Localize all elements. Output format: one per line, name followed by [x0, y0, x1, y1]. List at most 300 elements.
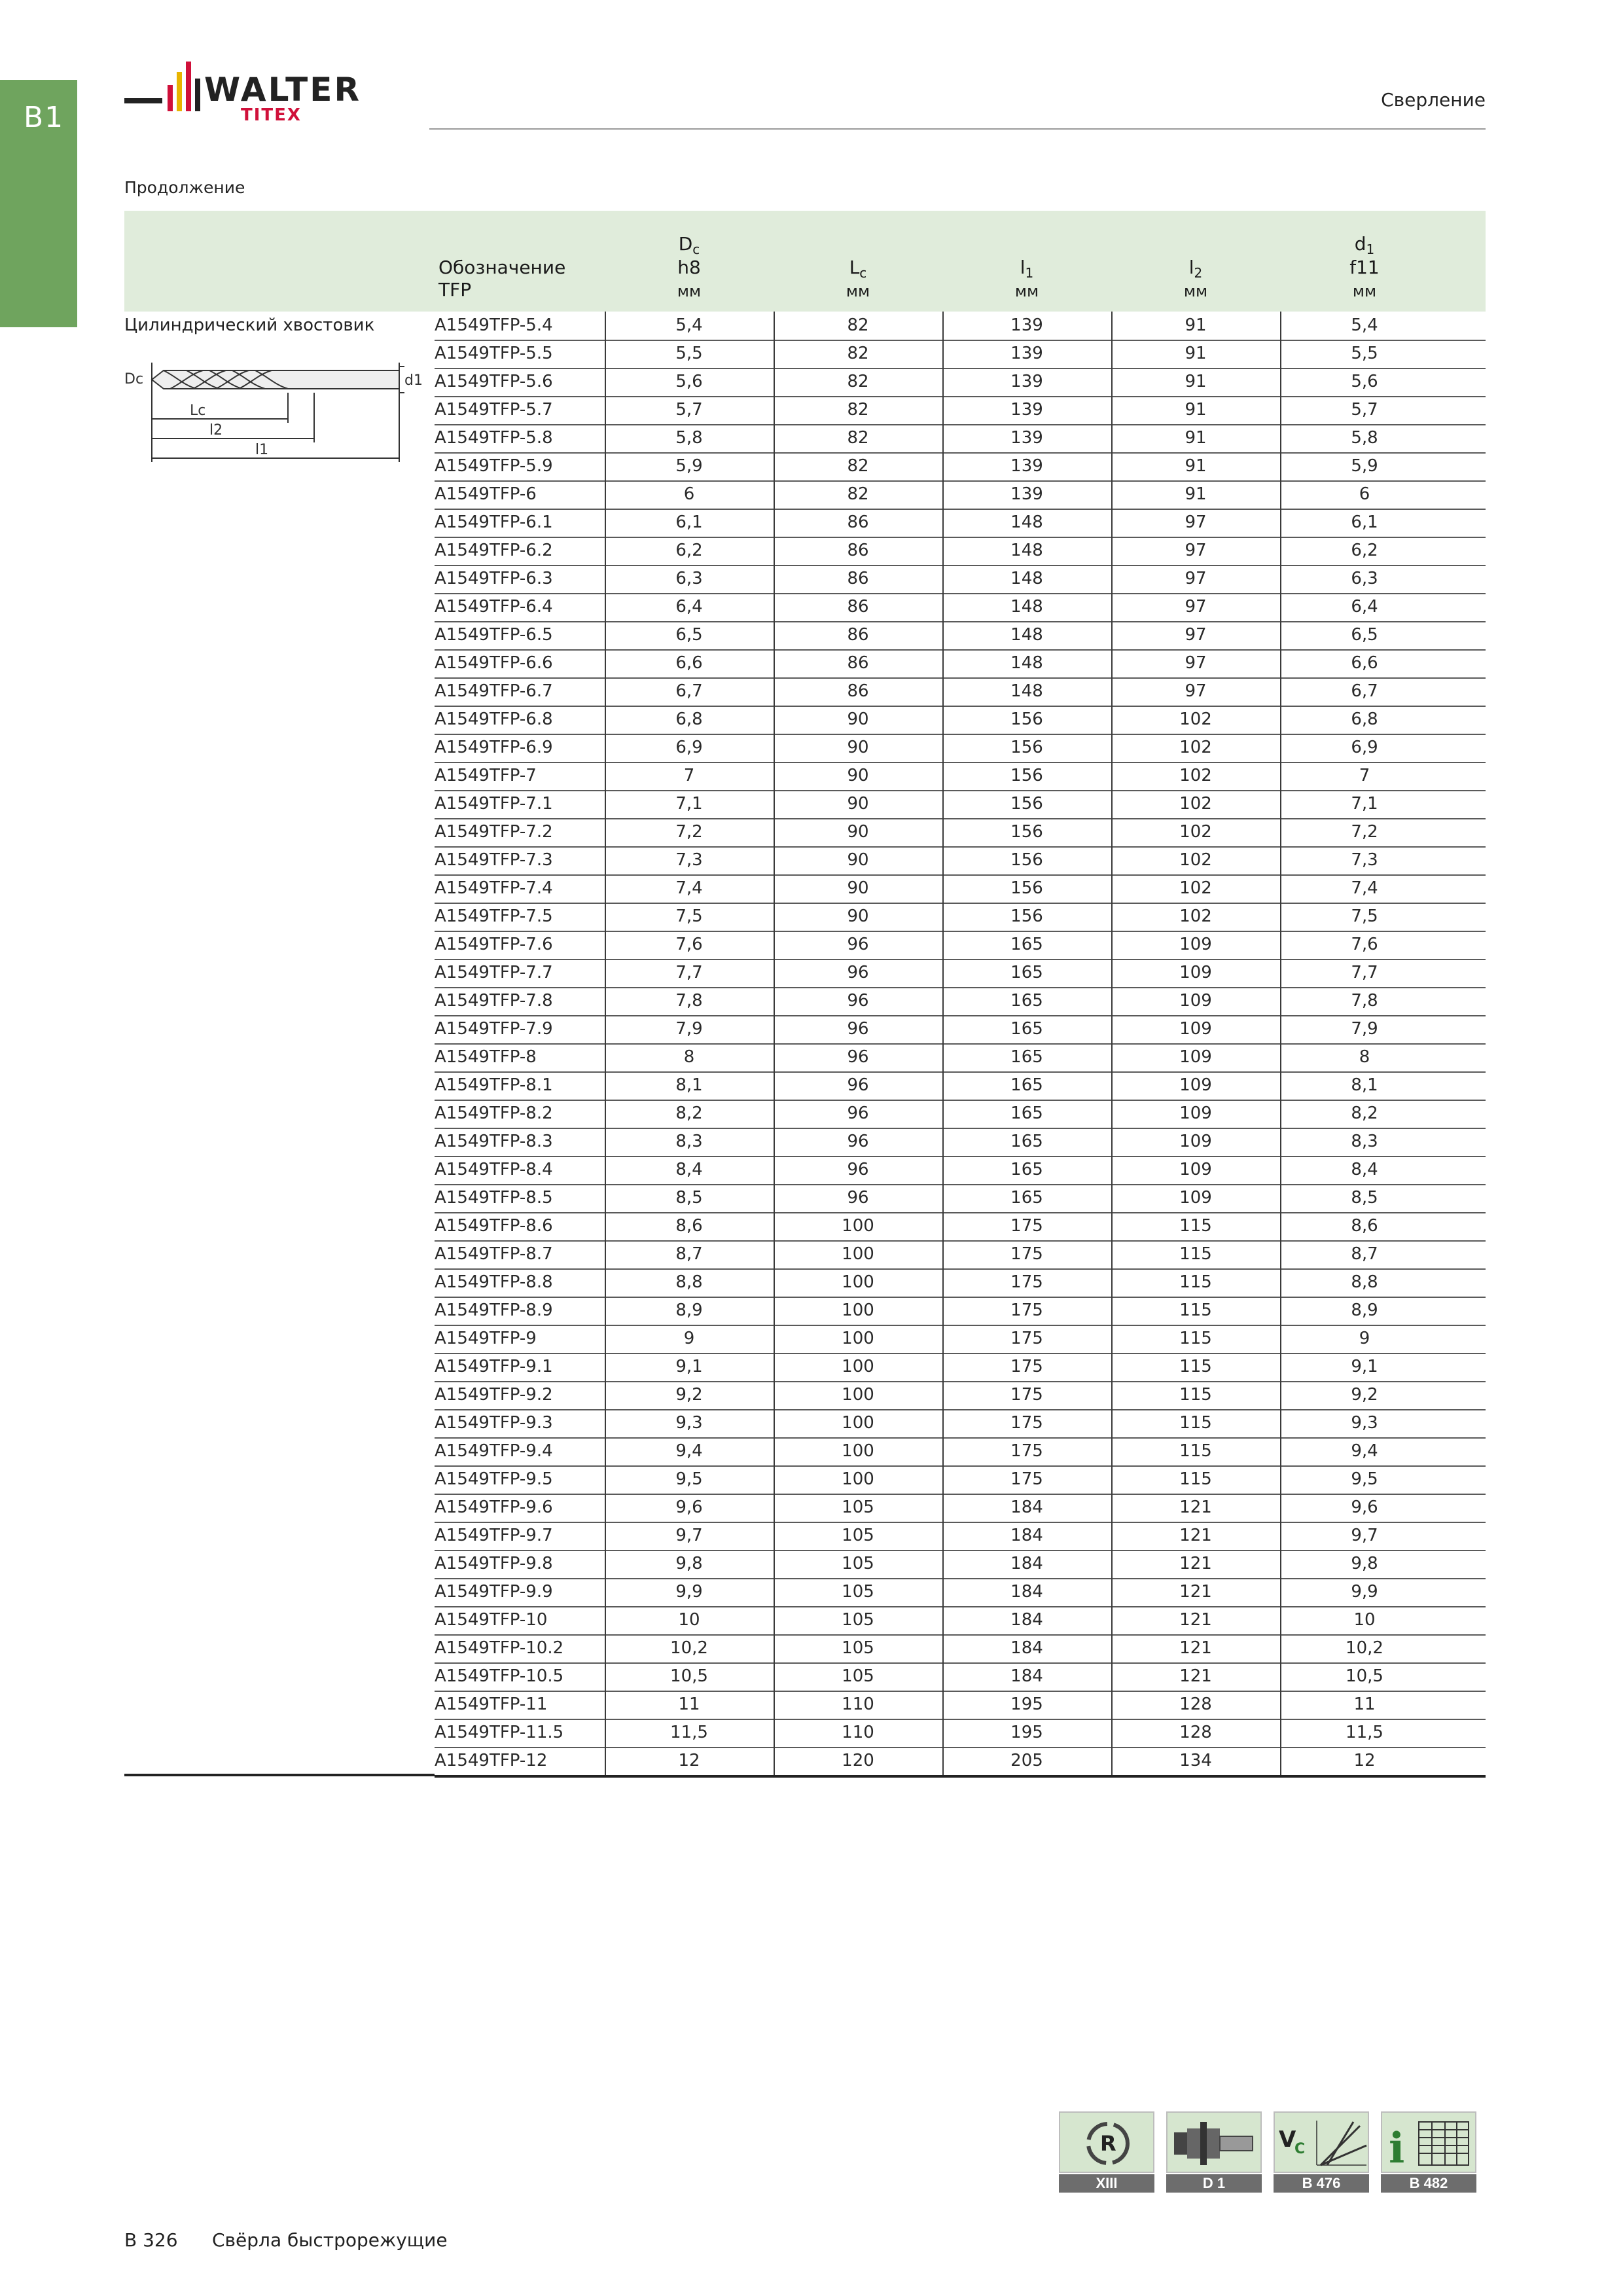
table-row	[435, 734, 1486, 763]
cell-l2: 109	[1179, 1019, 1212, 1039]
section-title: Сверление	[1381, 89, 1486, 111]
shank-type-label: Цилиндрический хвостовик	[124, 315, 375, 335]
cell-l2: 121	[1179, 1610, 1212, 1630]
table-row	[435, 452, 1486, 482]
cell-designation: A1549TFP-5.7	[435, 400, 553, 420]
cell-l2: 109	[1179, 963, 1212, 982]
chapter-tab	[0, 80, 77, 327]
cell-designation: A1549TFP-9.7	[435, 1526, 553, 1545]
cell-dc: 7,6	[675, 935, 703, 954]
cell-d1: 8,8	[1351, 1272, 1378, 1292]
cell-dc: 10,5	[670, 1666, 708, 1686]
cell-designation: A1549TFP-9.5	[435, 1469, 553, 1489]
logo-subword: TITEX	[241, 105, 302, 125]
cell-d1: 5,4	[1351, 315, 1378, 335]
cell-l1: 148	[1010, 653, 1043, 673]
table-row	[435, 677, 1486, 707]
cell-designation: A1549TFP-9.4	[435, 1441, 553, 1461]
cell-l1: 156	[1010, 822, 1043, 842]
cell-d1: 7,4	[1351, 878, 1378, 898]
cell-l1: 148	[1010, 625, 1043, 645]
cell-dc: 5,8	[675, 428, 703, 448]
cell-dc: 9,7	[675, 1526, 703, 1545]
table-row	[435, 1662, 1486, 1692]
cell-lc: 86	[847, 625, 869, 645]
cell-designation: A1549TFP-5.6	[435, 372, 553, 391]
cell-designation: A1549TFP-8	[435, 1047, 537, 1067]
drawing-label-d1: d1	[404, 372, 423, 389]
cell-l1: 184	[1010, 1582, 1043, 1602]
table-row	[435, 312, 1486, 341]
cell-designation: A1549TFP-9.3	[435, 1413, 553, 1433]
cell-dc: 7,7	[675, 963, 703, 982]
chuck-reference-link[interactable]	[1166, 2111, 1262, 2193]
header-d1-tol: f11	[1349, 257, 1380, 278]
cell-lc: 100	[842, 1244, 874, 1264]
cell-designation: A1549TFP-7.6	[435, 935, 553, 954]
cell-dc: 6,1	[675, 512, 703, 532]
cell-l1: 139	[1010, 400, 1043, 420]
cell-lc: 90	[847, 850, 869, 870]
header-l1-unit: мм	[1014, 282, 1039, 300]
table-row	[435, 790, 1486, 819]
cell-lc: 90	[847, 709, 869, 729]
cell-l1: 184	[1010, 1498, 1043, 1517]
cell-l1: 195	[1010, 1695, 1043, 1714]
cell-designation: A1549TFP-7.4	[435, 878, 553, 898]
cell-l1: 156	[1010, 709, 1043, 729]
cell-l1: 175	[1010, 1413, 1043, 1433]
cell-l2: 102	[1179, 794, 1212, 814]
cell-designation: A1549TFP-7.7	[435, 963, 553, 982]
cell-lc: 96	[847, 1019, 869, 1039]
cell-l1: 139	[1010, 484, 1043, 504]
cell-designation: A1549TFP-6.7	[435, 681, 553, 701]
drawing-label-l2: l2	[209, 422, 223, 439]
cell-l1: 165	[1010, 1132, 1043, 1151]
cell-dc: 7,3	[675, 850, 703, 870]
cell-l2: 91	[1185, 456, 1207, 476]
table-row	[435, 1353, 1486, 1382]
table-row	[435, 1128, 1486, 1157]
cell-d1: 11	[1353, 1695, 1376, 1714]
cell-l2: 115	[1179, 1329, 1212, 1348]
cell-l2: 115	[1179, 1441, 1212, 1461]
cell-l2: 121	[1179, 1526, 1212, 1545]
table-row	[435, 480, 1486, 510]
header-lc-sym: L	[849, 257, 860, 278]
cell-lc: 90	[847, 766, 869, 785]
cell-lc: 86	[847, 569, 869, 588]
cell-d1: 5,7	[1351, 400, 1378, 420]
table-row	[435, 987, 1486, 1016]
cell-d1: 7,3	[1351, 850, 1378, 870]
cell-designation: A1549TFP-7.9	[435, 1019, 553, 1039]
cell-d1: 6,3	[1351, 569, 1378, 588]
cell-l1: 139	[1010, 456, 1043, 476]
cell-dc: 6,7	[675, 681, 703, 701]
cell-designation: A1549TFP-8.3	[435, 1132, 553, 1151]
cell-d1: 9,5	[1351, 1469, 1378, 1489]
cell-dc: 8,6	[675, 1216, 703, 1236]
cell-l1: 148	[1010, 541, 1043, 560]
cell-lc: 100	[842, 1300, 874, 1320]
cell-dc: 8,9	[675, 1300, 703, 1320]
header-l2-sub: 2	[1194, 265, 1203, 281]
cell-l2: 102	[1179, 738, 1212, 757]
cell-l2: 109	[1179, 991, 1212, 1011]
cell-lc: 90	[847, 822, 869, 842]
table-row	[435, 1100, 1486, 1129]
cell-lc: 82	[847, 428, 869, 448]
cell-l1: 156	[1010, 766, 1043, 785]
cell-dc: 9,3	[675, 1413, 703, 1433]
cell-l2: 97	[1185, 653, 1207, 673]
cell-d1: 8,5	[1351, 1188, 1378, 1208]
header-lc	[774, 211, 942, 312]
info-table-icon	[1382, 2113, 1478, 2174]
column-divider	[1111, 312, 1113, 1775]
cell-l2: 115	[1179, 1300, 1212, 1320]
cell-designation: A1549TFP-8.1	[435, 1075, 553, 1095]
cell-l1: 148	[1010, 512, 1043, 532]
cell-dc: 9,6	[675, 1498, 703, 1517]
column-divider	[1280, 312, 1281, 1775]
cell-lc: 105	[842, 1666, 874, 1686]
cell-lc: 90	[847, 906, 869, 926]
table-row	[435, 593, 1486, 622]
cell-l2: 91	[1185, 344, 1207, 363]
cell-designation: A1549TFP-6.2	[435, 541, 553, 560]
header-d1-unit: мм	[1352, 282, 1377, 300]
cell-dc: 7,1	[675, 794, 703, 814]
cell-lc: 100	[842, 1272, 874, 1292]
cell-dc: 9,8	[675, 1554, 703, 1573]
drawing-label-l1: l1	[255, 442, 269, 458]
cell-l1: 165	[1010, 991, 1043, 1011]
cell-lc: 105	[842, 1554, 874, 1573]
header-l2-sym: l	[1188, 257, 1194, 278]
cell-lc: 100	[842, 1357, 874, 1376]
continuation-label: Продолжение	[124, 178, 245, 197]
cell-dc: 8	[683, 1047, 695, 1067]
info-table-label: B 482	[1381, 2174, 1476, 2193]
cell-l1: 175	[1010, 1244, 1043, 1264]
cell-designation: A1549TFP-8.8	[435, 1272, 553, 1292]
cell-dc: 9,4	[675, 1441, 703, 1461]
cell-d1: 9,2	[1351, 1385, 1378, 1405]
cutting-data-link[interactable]	[1274, 2111, 1369, 2193]
cell-d1: 7,9	[1351, 1019, 1378, 1039]
cell-lc: 96	[847, 1132, 869, 1151]
cell-designation: A1549TFP-7.1	[435, 794, 553, 814]
table-row	[435, 959, 1486, 988]
cell-l2: 109	[1179, 935, 1212, 954]
cell-designation: A1549TFP-6.4	[435, 597, 553, 617]
table-row	[435, 1268, 1486, 1298]
table-row	[435, 846, 1486, 876]
cell-l2: 102	[1179, 709, 1212, 729]
column-divider	[942, 312, 944, 1775]
cell-l1: 156	[1010, 878, 1043, 898]
cell-lc: 82	[847, 456, 869, 476]
cell-l2: 109	[1179, 1188, 1212, 1208]
header-d1	[1280, 211, 1449, 312]
cell-l1: 165	[1010, 1188, 1043, 1208]
table-row	[435, 1043, 1486, 1073]
cell-designation: A1549TFP-9.8	[435, 1554, 553, 1573]
svg-text:i: i	[1389, 2124, 1405, 2173]
cell-l2: 121	[1179, 1498, 1212, 1517]
table-row	[435, 1156, 1486, 1185]
cell-designation: A1549TFP-6.5	[435, 625, 553, 645]
cell-dc: 11	[678, 1695, 700, 1714]
table-row	[435, 1325, 1486, 1354]
cell-l1: 156	[1010, 738, 1043, 757]
cell-l1: 184	[1010, 1526, 1043, 1545]
cell-dc: 6,3	[675, 569, 703, 588]
header-l2	[1111, 211, 1280, 312]
cell-lc: 100	[842, 1469, 874, 1489]
table-row	[435, 1409, 1486, 1439]
cell-designation: A1549TFP-5.8	[435, 428, 553, 448]
cell-lc: 90	[847, 738, 869, 757]
column-divider	[605, 312, 606, 1775]
cell-lc: 100	[842, 1413, 874, 1433]
header-lc-unit: мм	[846, 282, 870, 300]
cell-designation: A1549TFP-7.2	[435, 822, 553, 842]
cell-lc: 110	[842, 1723, 874, 1742]
table-row	[435, 762, 1486, 791]
cell-d1: 9,9	[1351, 1582, 1378, 1602]
cell-l1: 184	[1010, 1638, 1043, 1658]
cell-dc: 7	[683, 766, 695, 785]
cell-d1: 9,1	[1351, 1357, 1378, 1376]
cell-l1: 165	[1010, 1103, 1043, 1123]
cell-d1: 5,8	[1351, 428, 1378, 448]
header-dc	[605, 211, 774, 312]
cell-d1: 5,9	[1351, 456, 1378, 476]
cell-l1: 165	[1010, 1160, 1043, 1179]
column-divider	[774, 312, 775, 1775]
header-divider	[429, 128, 1486, 130]
table-row	[435, 1465, 1486, 1495]
table-row	[435, 1381, 1486, 1410]
cell-designation: A1549TFP-6.8	[435, 709, 553, 729]
table-row	[435, 1550, 1486, 1579]
cell-dc: 11,5	[670, 1723, 708, 1742]
cell-dc: 8,1	[675, 1075, 703, 1095]
table-header	[124, 211, 1486, 312]
header-dc-unit: мм	[677, 282, 702, 300]
cell-l2: 102	[1179, 878, 1212, 898]
cell-dc: 7,4	[675, 878, 703, 898]
cell-lc: 100	[842, 1329, 874, 1348]
cell-l1: 184	[1010, 1554, 1043, 1573]
svg-text:V: V	[1279, 2126, 1296, 2153]
header-d1-sub: 1	[1366, 242, 1375, 257]
cell-designation: A1549TFP-7.8	[435, 991, 553, 1011]
cell-d1: 9,8	[1351, 1554, 1378, 1573]
cell-d1: 10,5	[1346, 1666, 1383, 1686]
cell-l2: 121	[1179, 1666, 1212, 1686]
cell-dc: 6,4	[675, 597, 703, 617]
cell-l2: 109	[1179, 1160, 1212, 1179]
cell-d1: 5,6	[1351, 372, 1378, 391]
cell-dc: 9,1	[675, 1357, 703, 1376]
cell-lc: 96	[847, 1103, 869, 1123]
cell-l2: 115	[1179, 1357, 1212, 1376]
cell-dc: 10	[678, 1610, 700, 1630]
table-row	[435, 396, 1486, 425]
cell-l1: 205	[1010, 1751, 1043, 1770]
cell-lc: 100	[842, 1216, 874, 1236]
cell-d1: 6,5	[1351, 625, 1378, 645]
cell-designation: A1549TFP-5.9	[435, 456, 553, 476]
table-row	[435, 1297, 1486, 1326]
table-row	[435, 565, 1486, 594]
table-row	[435, 1184, 1486, 1213]
cell-l1: 184	[1010, 1610, 1043, 1630]
cell-designation: A1549TFP-9	[435, 1329, 537, 1348]
cell-l1: 148	[1010, 597, 1043, 617]
table-row	[435, 621, 1486, 651]
cell-lc: 86	[847, 653, 869, 673]
cell-lc: 86	[847, 512, 869, 532]
cell-dc: 7,5	[675, 906, 703, 926]
table-row	[435, 1634, 1486, 1664]
cell-d1: 6,4	[1351, 597, 1378, 617]
table-row	[435, 1719, 1486, 1748]
cell-dc: 6,8	[675, 709, 703, 729]
cell-lc: 96	[847, 963, 869, 982]
cell-l2: 121	[1179, 1582, 1212, 1602]
cell-l2: 102	[1179, 766, 1212, 785]
cell-d1: 6,9	[1351, 738, 1378, 757]
cell-l1: 165	[1010, 935, 1043, 954]
cell-dc: 6	[683, 484, 695, 504]
table-row	[435, 1015, 1486, 1045]
cell-dc: 6,6	[675, 653, 703, 673]
cell-lc: 100	[842, 1441, 874, 1461]
cell-designation: A1549TFP-9.2	[435, 1385, 553, 1405]
cell-designation: A1549TFP-11.5	[435, 1723, 564, 1742]
cell-l1: 165	[1010, 963, 1043, 982]
cell-dc: 10,2	[670, 1638, 708, 1658]
cell-d1: 10	[1353, 1610, 1376, 1630]
table-row	[435, 1747, 1486, 1778]
table-row	[435, 1437, 1486, 1467]
cell-l1: 175	[1010, 1329, 1043, 1348]
table-row	[435, 1578, 1486, 1607]
table-row	[435, 1522, 1486, 1551]
regrind-service-link[interactable]	[1059, 2111, 1154, 2193]
cell-dc: 5,9	[675, 456, 703, 476]
cell-l2: 128	[1179, 1695, 1212, 1714]
header-designation-type: TFP	[438, 279, 472, 300]
cell-dc: 9,9	[675, 1582, 703, 1602]
cell-d1: 6,8	[1351, 709, 1378, 729]
cell-designation: A1549TFP-11	[435, 1695, 548, 1714]
cell-dc: 7,8	[675, 991, 703, 1011]
cell-l2: 109	[1179, 1103, 1212, 1123]
regrind-label: XIII	[1059, 2174, 1154, 2193]
table-row	[435, 931, 1486, 960]
cell-d1: 6,6	[1351, 653, 1378, 673]
cell-l1: 156	[1010, 794, 1043, 814]
header-l2-unit: мм	[1183, 282, 1208, 300]
cell-lc: 96	[847, 1047, 869, 1067]
table-row	[435, 1691, 1486, 1720]
cell-d1: 6,7	[1351, 681, 1378, 701]
cell-l2: 115	[1179, 1244, 1212, 1264]
cell-dc: 5,7	[675, 400, 703, 420]
cell-l2: 109	[1179, 1075, 1212, 1095]
cell-designation: A1549TFP-6.3	[435, 569, 553, 588]
cell-d1: 8,3	[1351, 1132, 1378, 1151]
cell-l2: 97	[1185, 597, 1207, 617]
cell-l2: 91	[1185, 372, 1207, 391]
cell-lc: 82	[847, 344, 869, 363]
cell-l2: 102	[1179, 850, 1212, 870]
cell-l2: 91	[1185, 428, 1207, 448]
logo-wordmark: WALTER	[204, 71, 361, 109]
cell-d1: 11,5	[1346, 1723, 1383, 1742]
cell-d1: 8,4	[1351, 1160, 1378, 1179]
cell-dc: 5,5	[675, 344, 703, 363]
cell-designation: A1549TFP-8.7	[435, 1244, 553, 1264]
cell-l2: 97	[1185, 569, 1207, 588]
cell-d1: 7,8	[1351, 991, 1378, 1011]
info-table-link[interactable]	[1381, 2111, 1476, 2193]
header-l1-sub: 1	[1025, 265, 1034, 281]
cell-dc: 9	[683, 1329, 695, 1348]
svg-text:C: C	[1294, 2141, 1306, 2157]
cell-l2: 97	[1185, 512, 1207, 532]
cell-l1: 184	[1010, 1666, 1043, 1686]
cell-lc: 105	[842, 1526, 874, 1545]
chuck-icon	[1168, 2113, 1263, 2174]
cell-l1: 139	[1010, 344, 1043, 363]
cell-d1: 5,5	[1351, 344, 1378, 363]
cell-designation: A1549TFP-6	[435, 484, 537, 504]
cell-l1: 139	[1010, 372, 1043, 391]
walter-titex-logo	[124, 60, 399, 132]
cell-l2: 97	[1185, 681, 1207, 701]
cell-dc: 9,5	[675, 1469, 703, 1489]
cell-d1: 9,7	[1351, 1526, 1378, 1545]
cell-designation: A1549TFP-6.6	[435, 653, 553, 673]
table-row	[435, 368, 1486, 397]
cell-lc: 110	[842, 1695, 874, 1714]
svg-text:R: R	[1100, 2131, 1116, 2156]
table-row	[435, 874, 1486, 904]
cell-l2: 128	[1179, 1723, 1212, 1742]
cell-l1: 175	[1010, 1272, 1043, 1292]
cell-designation: A1549TFP-9.6	[435, 1498, 553, 1517]
cell-d1: 12	[1353, 1751, 1376, 1770]
cell-designation: A1549TFP-10.2	[435, 1638, 564, 1658]
cell-l1: 165	[1010, 1019, 1043, 1039]
cell-designation: A1549TFP-8.4	[435, 1160, 553, 1179]
cell-designation: A1549TFP-9.9	[435, 1582, 553, 1602]
cell-lc: 82	[847, 372, 869, 391]
cell-lc: 90	[847, 794, 869, 814]
cell-d1: 9,3	[1351, 1413, 1378, 1433]
cell-dc: 7,9	[675, 1019, 703, 1039]
cell-dc: 12	[678, 1751, 700, 1770]
header-l1	[942, 211, 1111, 312]
